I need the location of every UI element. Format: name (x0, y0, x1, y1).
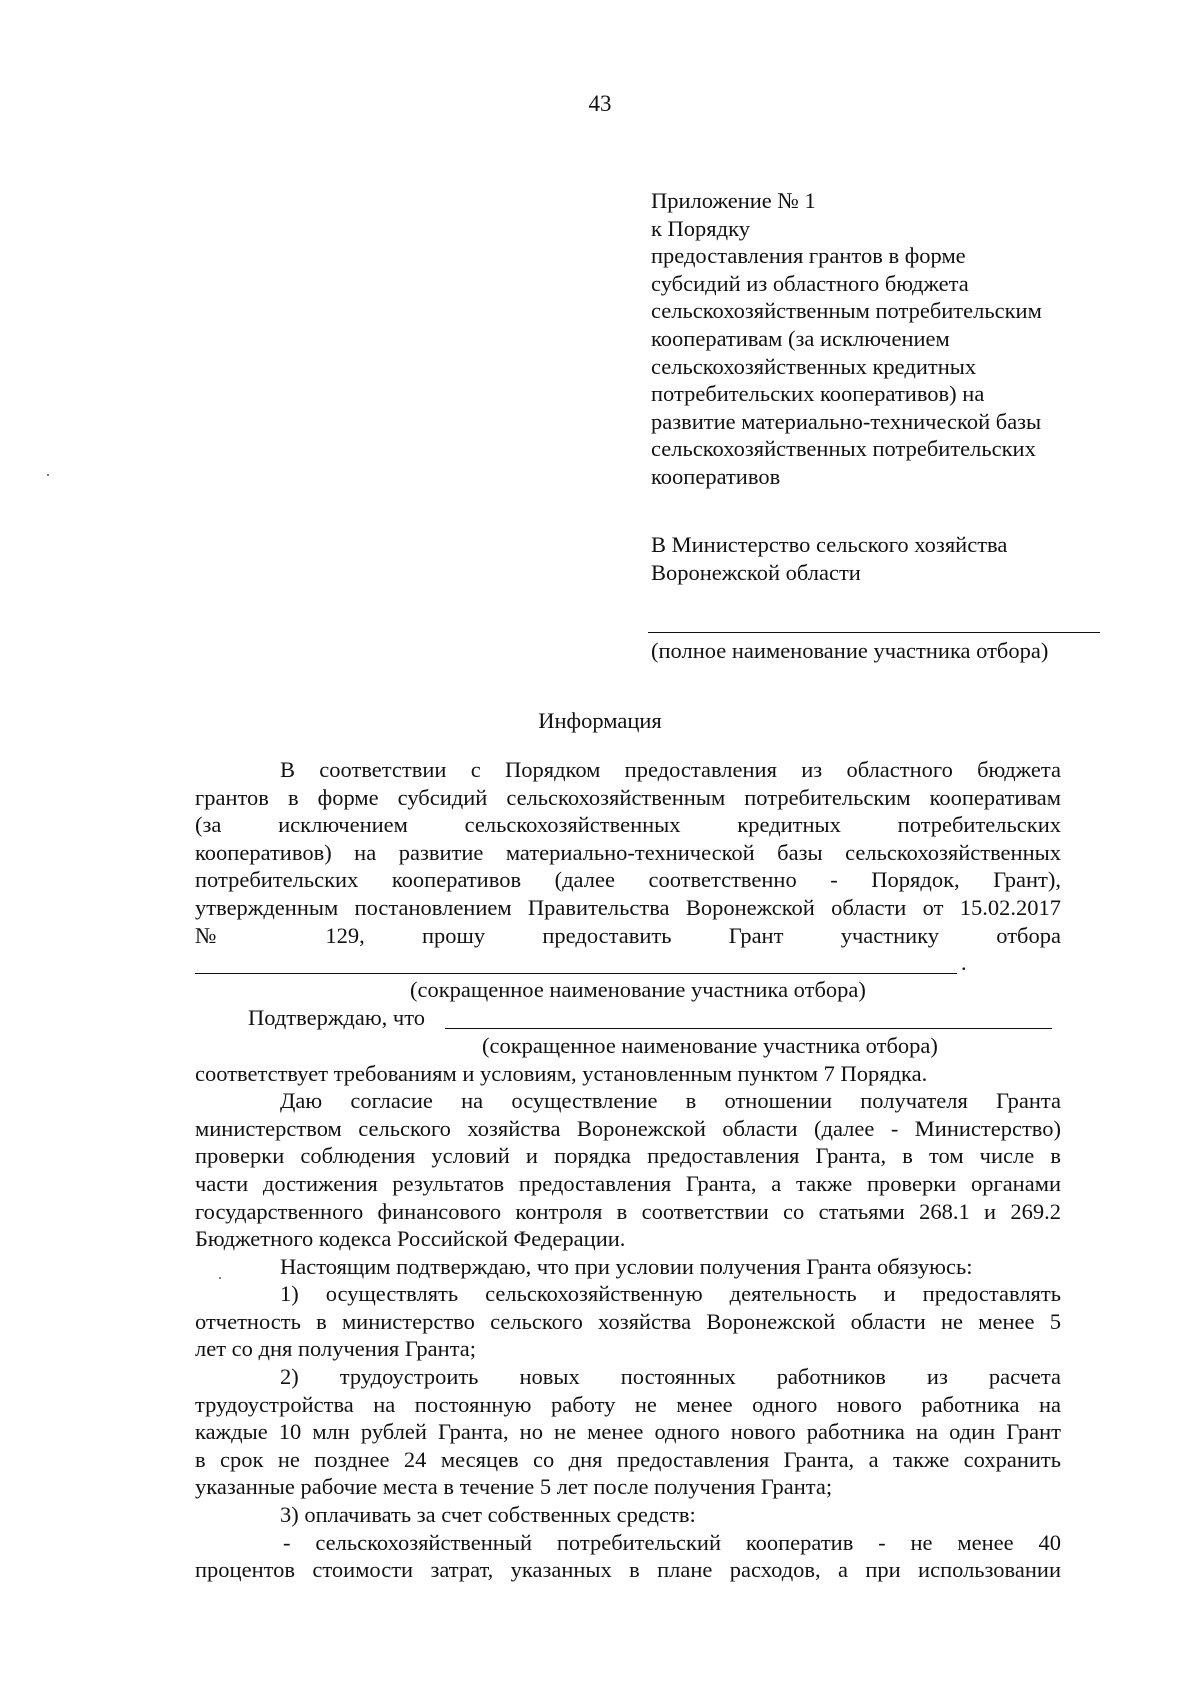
paragraph-line: Бюджетного кодекса Российской Федерации. (195, 1226, 626, 1252)
short-name-caption-row-2 (195, 1032, 1061, 1060)
appendix-line: кооперативов (651, 463, 781, 489)
paragraph-line: № 129, прошу предоставить Грант участнику отбора (195, 922, 1061, 948)
appendix-line: развитие материально-технической базы (651, 408, 1042, 434)
recipient-line: Воронежской области (651, 559, 861, 585)
appendix-line: сельскохозяйственных кредитных (651, 353, 977, 379)
appendix-line: предоставления грантов в форме (651, 243, 966, 269)
confirm-label: Подтверждаю, что (248, 1005, 426, 1031)
short-name-caption-row (195, 977, 1061, 1005)
participant-name-field-line[interactable] (648, 632, 1100, 633)
paragraph-line: государственного финансового контроля в соответствии со статьями 268.1 и 269.2 (195, 1198, 1061, 1224)
paragraph-line: грантов в форме субсидий сельскохозяйственным потребительским кооперативам (195, 784, 1061, 810)
paragraph-line: (за исключением сельскохозяйственных кредитных потребительских (195, 812, 1061, 838)
document-body (195, 756, 1061, 1584)
list-item-line: 2) трудоустроить новых постоянных работников из расчета (280, 1364, 1061, 1390)
paragraph-line: утвержденным постановлением Правительства Воронежской области от 15.02.2017 (195, 894, 1061, 920)
list-item-line: 3) оплачивать за счет собственных средств: (280, 1502, 696, 1528)
appendix-line: к Порядку (651, 215, 750, 241)
list-item-line: лет со дня получения Гранта; (195, 1336, 477, 1362)
appendix-header (651, 187, 1111, 491)
short-name-caption: (сокращенное наименование участника отбора) (482, 1032, 938, 1058)
list-item-line: в срок не позднее 24 месяцев со дня предоставления Гранта, а также сохранить (195, 1446, 1061, 1472)
paragraph-line: Настоящим подтверждаю, что при условии получения Гранта обязуюсь: (280, 1253, 973, 1279)
confirm-row (195, 1004, 1061, 1032)
paragraph-line: части достижения результатов предоставления Гранта, а также проверки органами (195, 1170, 1061, 1196)
short-name-field-line[interactable] (195, 973, 957, 974)
list-item-line: трудоустройства на постоянную работу не менее одного нового работника на (195, 1391, 1061, 1417)
paragraph-line: министерством сельского хозяйства Воронежской области (далее - Министерство) (195, 1115, 1061, 1141)
appendix-line: потребительских кооперативов) на (651, 381, 985, 407)
short-name-caption: (сокращенное наименование участника отбора) (410, 976, 866, 1002)
appendix-line: сельскохозяйственных потребительских (651, 436, 1036, 462)
list-item-line: процентов стоимости затрат, указанных в плане расходов, а при использовании (195, 1557, 1061, 1583)
recipient-block (651, 531, 1111, 586)
list-item-line: - сельскохозяйственный потребительский кооператив - не менее 40 (283, 1529, 1061, 1555)
participant-name-caption: (полное наименование участника отбора) (651, 638, 1049, 663)
paragraph-line: Даю согласие на осуществление в отношении получателя Гранта (280, 1088, 1061, 1114)
scan-speck (219, 1277, 221, 1279)
list-item-line: каждые 10 млн рублей Гранта, но не менее одного нового работника на один Грант (195, 1419, 1061, 1445)
paragraph-line: проверки соблюдения условий и порядка предоставления Гранта, в том числе в (195, 1143, 1061, 1169)
paragraph-line: соответствует требованиям и условиям, установленным пунктом 7 Порядка. (195, 1060, 928, 1086)
list-item-line: указанные рабочие места в течение 5 лет после получения Гранта; (195, 1474, 833, 1500)
document-title: Информация (538, 708, 662, 733)
paragraph-line: потребительских кооперативов (далее соответственно - Порядок, Грант), (195, 867, 1061, 893)
appendix-line: сельскохозяйственным потребительским (651, 298, 1042, 324)
list-item-line: отчетность в министерство сельского хозяйства Воронежской области не менее 5 (195, 1308, 1061, 1334)
confirm-field-line[interactable] (445, 1028, 1052, 1029)
appendix-line: кооперативам (за исключением (651, 325, 950, 351)
list-item-line: 1) осуществлять сельскохозяйственную деятельность и предоставлять (280, 1281, 1061, 1307)
short-name-field-row: . (195, 949, 1061, 977)
appendix-line: Приложение № 1 (651, 188, 816, 213)
paragraph-line: В соответствии с Порядком предоставления из областного бюджета (280, 757, 1061, 782)
scan-speck (47, 474, 49, 476)
page-number: 43 (588, 91, 612, 116)
recipient-line: В Министерство сельского хозяйства (651, 532, 1008, 557)
paragraph-line: кооперативов) на развитие материально-технической базы сельскохозяйственных (195, 839, 1061, 865)
appendix-line: субсидий из областного бюджета (651, 270, 969, 296)
